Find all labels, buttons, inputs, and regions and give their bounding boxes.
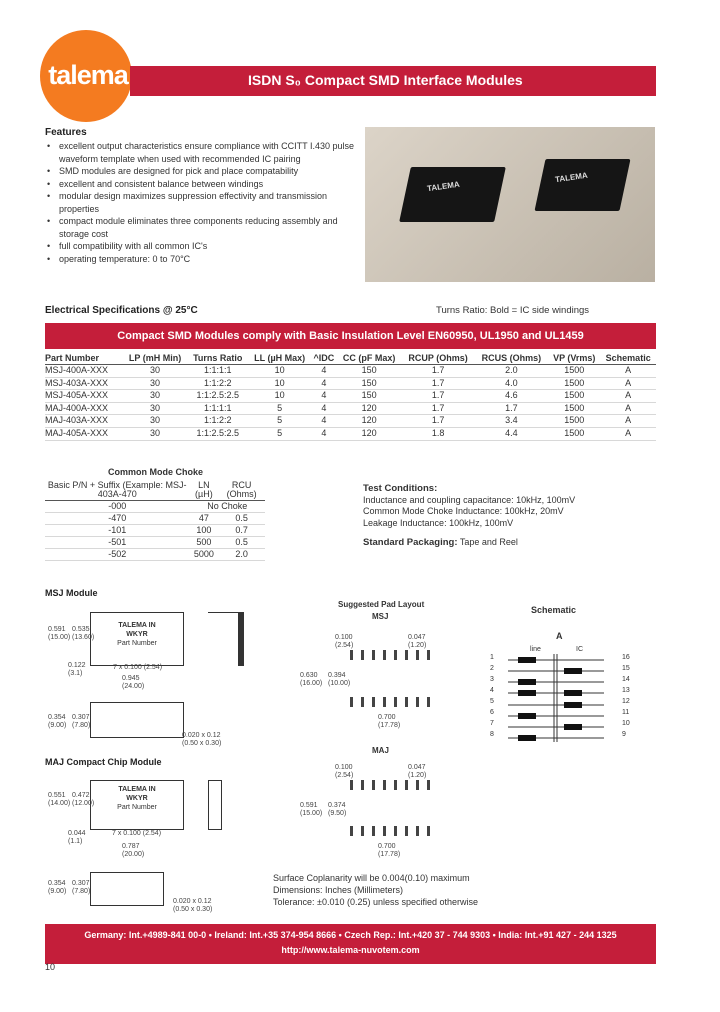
table-cell: -501: [45, 537, 189, 549]
chip-label-right: TALEMA: [554, 170, 589, 185]
dim-label: (13.60): [72, 634, 95, 641]
table-row: [45, 365, 656, 378]
table-cell: 150: [337, 365, 402, 378]
table-cell: 30: [123, 427, 188, 440]
table-cell: 4: [311, 427, 337, 440]
footer-phones: Germany: Int.+4989-841 00-0 • Ireland: Int.+35 374-954 8666 • Czech Rep.: Int.+420 37 - 744 9303 • India: Int.+91 427 - 244 1325: [84, 930, 617, 940]
dim-label: 0.374: [328, 802, 346, 809]
table-cell: 4.6: [475, 390, 548, 403]
dim-label: 0.472: [72, 792, 90, 799]
dim-label: (0.50 x 0.30): [182, 740, 222, 747]
table-cell: 0.5: [218, 513, 265, 525]
dim-label: (14.00): [48, 800, 71, 807]
table-cell: 100: [189, 525, 218, 537]
table-cell: No Choke: [189, 501, 265, 513]
table-cell: 4: [311, 415, 337, 428]
table-cell: 4.4: [475, 427, 548, 440]
dim-label: (15.00): [300, 810, 323, 817]
dim-label: (7.80): [72, 722, 91, 729]
maj-label-line: Part Number: [117, 804, 157, 811]
table-cell: MSJ-405A-XXX: [45, 390, 123, 403]
spec-header-row: [45, 352, 656, 365]
pin-label: 7: [490, 720, 494, 727]
pad-row-msj-bottom: [350, 697, 438, 707]
col-header: RCUP (Ohms): [402, 352, 475, 365]
table-cell: MSJ-400A-XXX: [45, 365, 123, 378]
schematic-heading: Schematic: [531, 605, 577, 615]
dim-label: (9.50): [328, 810, 347, 817]
dim-label: 0.354: [48, 714, 66, 721]
table-cell: 1.8: [402, 427, 475, 440]
pin-label: 8: [490, 731, 494, 738]
table-row: [45, 402, 656, 415]
table-cell: 1500: [548, 415, 600, 428]
table-cell: 1.7: [402, 390, 475, 403]
dim-label: 7 x 0.100 (2.54): [112, 830, 162, 837]
dim-label: 0.551: [48, 792, 66, 799]
note-line: Tolerance: ±0.010 (0.25) unless specified otherwise: [273, 897, 479, 907]
dim-label: 0.945: [122, 675, 140, 682]
schematic-left-pins: [490, 652, 494, 740]
table-cell: 2.0: [218, 549, 265, 561]
maj-label-line: WKYR: [126, 795, 148, 802]
pin-label: 13: [622, 687, 630, 694]
feature-item: • excellent and consistent balance between windings: [45, 178, 355, 191]
table-cell: MSJ-403A-XXX: [45, 377, 123, 390]
pin-label: 15: [622, 665, 630, 672]
choke-table: [45, 480, 265, 561]
dim-label: (1.20): [408, 772, 427, 779]
test-line: Leakage Inductance: 100kHz, 100mV: [363, 517, 514, 528]
dim-label: 0.700: [378, 714, 396, 721]
dim-label: (2.54): [335, 772, 354, 779]
dim-label: 0.047: [408, 764, 426, 771]
table-cell: 1500: [548, 377, 600, 390]
table-cell: 4: [311, 377, 337, 390]
footer-contacts: [45, 928, 656, 958]
table-row: [45, 377, 656, 390]
table-row: [45, 537, 265, 549]
table-cell: 5: [248, 427, 311, 440]
table-cell: 120: [337, 402, 402, 415]
pin-label: 10: [622, 720, 630, 727]
table-cell: 30: [123, 402, 188, 415]
table-cell: 4.0: [475, 377, 548, 390]
spec-bar-title: Compact SMD Modules comply with Basic Insulation Level EN60950, UL1950 and UL1459: [117, 330, 584, 342]
table-cell: A: [600, 402, 656, 415]
dim-label: 0.591: [48, 626, 66, 633]
dim-label: 0.591: [300, 802, 318, 809]
chip-label-left: TALEMA: [426, 179, 461, 194]
table-cell: A: [600, 390, 656, 403]
feature-item: • compact module eliminates three components reducing assembly and storage cost: [45, 215, 355, 240]
dim-label: (10.00): [328, 680, 351, 687]
schematic-line-label: line: [530, 646, 541, 653]
table-cell: -470: [45, 513, 189, 525]
table-row: [45, 501, 265, 513]
table-cell: -101: [45, 525, 189, 537]
col-header: RCU (Ohms): [218, 480, 265, 501]
table-cell: -502: [45, 549, 189, 561]
pad-row-msj-top: [350, 650, 438, 660]
col-header: Basic P/N + Suffix (Example: MSJ-403A-470: [45, 480, 189, 501]
table-cell: 1:1:1:1: [187, 365, 248, 378]
table-cell: A: [600, 377, 656, 390]
pin-label: 16: [622, 654, 630, 661]
table-cell: 1500: [548, 402, 600, 415]
test-conditions: [363, 483, 653, 549]
table-cell: 1500: [548, 390, 600, 403]
table-row: [45, 525, 265, 537]
msj-side-top-edge: [208, 612, 238, 614]
chip-module-right: [534, 159, 630, 211]
dim-label: (17.78): [378, 722, 401, 729]
table-cell: 30: [123, 365, 188, 378]
table-cell: A: [600, 427, 656, 440]
table-cell: MAJ-400A-XXX: [45, 402, 123, 415]
dim-label: 0.122: [68, 662, 86, 669]
table-cell: 1500: [548, 365, 600, 378]
col-header: VP (Vrms): [548, 352, 600, 365]
feature-item: • full compatibility with all common IC's: [45, 240, 355, 253]
dim-label: (17.78): [378, 851, 401, 858]
pin-label: 4: [490, 687, 494, 694]
table-row: [45, 415, 656, 428]
dim-label: 0.307: [72, 880, 90, 887]
col-header: RCUS (Ohms): [475, 352, 548, 365]
table-cell: 1500: [548, 427, 600, 440]
maj-front-view: [90, 872, 164, 906]
pad-row-maj-bottom: [350, 826, 438, 836]
table-cell: 1.7: [402, 415, 475, 428]
dim-label: 0.394: [328, 672, 346, 679]
pin-label: 2: [490, 665, 494, 672]
note-line: Dimensions: Inches (Millimeters): [273, 885, 404, 895]
dim-label: 0.020 x 0.12: [173, 898, 212, 905]
dim-label: (15.00): [48, 634, 71, 641]
page-number: 10: [45, 962, 56, 972]
table-cell: 30: [123, 415, 188, 428]
table-cell: 1.7: [475, 402, 548, 415]
dim-label: (9.00): [48, 722, 67, 729]
table-cell: 150: [337, 377, 402, 390]
test-line: Inductance and coupling capacitance: 10kHz, 100mV: [363, 494, 576, 505]
pad-maj-label: MAJ: [372, 746, 389, 755]
spec-table: [45, 352, 656, 441]
packaging-value: Tape and Reel: [459, 537, 518, 547]
dim-label: 0.020 x 0.12: [182, 732, 221, 739]
dim-label: (7.80): [72, 888, 91, 895]
pad-layout-heading: Suggested Pad Layout: [338, 600, 425, 609]
table-cell: 4: [311, 402, 337, 415]
table-cell: -000: [45, 501, 189, 513]
features-list: [45, 140, 355, 265]
table-cell: 1:1:2.5:2.5: [187, 427, 248, 440]
dim-label: 0.787: [122, 843, 140, 850]
pin-label: 12: [622, 698, 630, 705]
features-heading: Features: [45, 127, 87, 138]
col-header: LL (µH Max): [248, 352, 311, 365]
packaging-label: Standard Packaging:: [363, 537, 458, 548]
table-cell: 0.5: [218, 537, 265, 549]
dim-label: 0.307: [72, 714, 90, 721]
table-row: [45, 513, 265, 525]
dim-label: (20.00): [122, 851, 145, 858]
table-cell: A: [600, 415, 656, 428]
dim-label: 0.630: [300, 672, 318, 679]
table-row: [45, 549, 265, 561]
table-cell: 47: [189, 513, 218, 525]
table-cell: MAJ-405A-XXX: [45, 427, 123, 440]
dim-label: (12.00): [72, 800, 95, 807]
table-cell: 1:1:2:2: [187, 377, 248, 390]
dim-label: 0.047: [408, 634, 426, 641]
table-cell: 1.7: [402, 365, 475, 378]
dim-label: 7 x 0.100 (2.54): [113, 664, 163, 671]
msj-label-line: Part Number: [117, 640, 157, 647]
pad-msj-label: MSJ: [372, 612, 389, 621]
product-photo: [365, 127, 655, 282]
table-cell: A: [600, 365, 656, 378]
dim-label: 0.700: [378, 843, 396, 850]
table-cell: 5: [248, 415, 311, 428]
maj-side-view: [208, 780, 222, 830]
dim-label: 0.100: [335, 764, 353, 771]
pin-label: 3: [490, 676, 494, 683]
table-cell: 1.7: [402, 377, 475, 390]
col-header: ^IDC: [311, 352, 337, 365]
dim-label: 0.535: [72, 626, 90, 633]
table-cell: 1.7: [402, 402, 475, 415]
table-cell: 500: [189, 537, 218, 549]
chip-module-left: [399, 167, 506, 222]
feature-item: • operating temperature: 0 to 70°C: [45, 253, 355, 266]
note-line: Surface Coplanarity will be 0.004(0.10) maximum: [273, 873, 470, 883]
dim-label: (1.1): [68, 838, 83, 845]
msj-side-view: [238, 612, 244, 666]
table-cell: 1:1:2:2: [187, 415, 248, 428]
table-cell: 1:1:2.5:2.5: [187, 390, 248, 403]
table-cell: 120: [337, 427, 402, 440]
table-cell: 5: [248, 402, 311, 415]
pin-label: 11: [622, 709, 630, 716]
dim-label: (9.00): [48, 888, 67, 895]
table-cell: 4: [311, 365, 337, 378]
table-cell: 10: [248, 365, 311, 378]
table-cell: 30: [123, 390, 188, 403]
dim-label: (24.00): [122, 683, 145, 690]
pin-label: 9: [622, 731, 626, 738]
table-cell: 10: [248, 390, 311, 403]
test-heading: Test Conditions:: [363, 483, 438, 494]
msj-heading: MSJ Module: [45, 588, 98, 598]
turns-ratio-note: Turns Ratio: Bold = IC side windings: [436, 305, 590, 316]
pin-label: 5: [490, 698, 494, 705]
page-title: ISDN S₀ Compact SMD Interface Modules: [248, 72, 523, 88]
table-cell: 4: [311, 390, 337, 403]
maj-heading: MAJ Compact Chip Module: [45, 757, 162, 767]
pin-label: 6: [490, 709, 494, 716]
col-header: Part Number: [45, 352, 123, 365]
table-cell: 150: [337, 390, 402, 403]
pin-label: 1: [490, 654, 494, 661]
schematic-ic-label: IC: [576, 646, 583, 653]
col-header: LN (µH): [189, 480, 218, 501]
col-header: LP (mH Min): [123, 352, 188, 365]
electrical-heading: Electrical Specifications @ 25°C: [45, 305, 198, 316]
choke-header-row: [45, 480, 265, 501]
table-cell: 120: [337, 415, 402, 428]
msj-front-view: [90, 702, 184, 738]
col-header: Turns Ratio: [187, 352, 248, 365]
table-cell: 2.0: [475, 365, 548, 378]
choke-heading: Common Mode Choke: [108, 467, 204, 477]
dim-label: (0.50 x 0.30): [173, 906, 213, 913]
table-row: [45, 427, 656, 440]
pad-row-maj-top: [350, 780, 438, 790]
dim-label: 0.100: [335, 634, 353, 641]
dim-label: 0.044: [68, 830, 86, 837]
dim-label: (1.20): [408, 642, 427, 649]
msj-label-line: WKYR: [126, 631, 148, 638]
pin-label: 14: [622, 676, 630, 683]
msj-label-line: TALEMA IN: [118, 622, 156, 629]
table-cell: 1:1:1:1: [187, 402, 248, 415]
schematic-right-pins: [622, 652, 630, 740]
footer-url[interactable]: http://www.talema-nuvotem.com: [281, 945, 420, 955]
maj-top-view: [90, 780, 184, 830]
dim-label: (2.54): [335, 642, 354, 649]
table-cell: 30: [123, 377, 188, 390]
table-cell: 3.4: [475, 415, 548, 428]
feature-item: • excellent output characteristics ensure compliance with CCITT I.430 pulse waveform template when used with recommended IC pairing: [45, 140, 355, 165]
table-cell: 0.7: [218, 525, 265, 537]
test-line: Common Mode Choke Inductance: 100kHz, 20mV: [363, 506, 564, 516]
logo: talema: [48, 60, 128, 90]
table-cell: 5000: [189, 549, 218, 561]
dim-label: 0.354: [48, 880, 66, 887]
col-header: CC (pF Max): [337, 352, 402, 365]
table-row: [45, 390, 656, 403]
maj-label-line: TALEMA IN: [118, 786, 156, 793]
schematic-variant: A: [556, 631, 563, 641]
dim-label: (3.1): [68, 670, 83, 677]
msj-top-view: [90, 612, 184, 666]
table-cell: 10: [248, 377, 311, 390]
feature-item: • SMD modules are designed for pick and place compatability: [45, 165, 355, 178]
schematic-diagram: [496, 652, 616, 748]
col-header: Schematic: [600, 352, 656, 365]
table-cell: MAJ-403A-XXX: [45, 415, 123, 428]
feature-item: • modular design maximizes suppression effectivity and transmission properties: [45, 190, 355, 215]
dim-label: (16.00): [300, 680, 323, 687]
dimension-notes: [273, 872, 478, 908]
